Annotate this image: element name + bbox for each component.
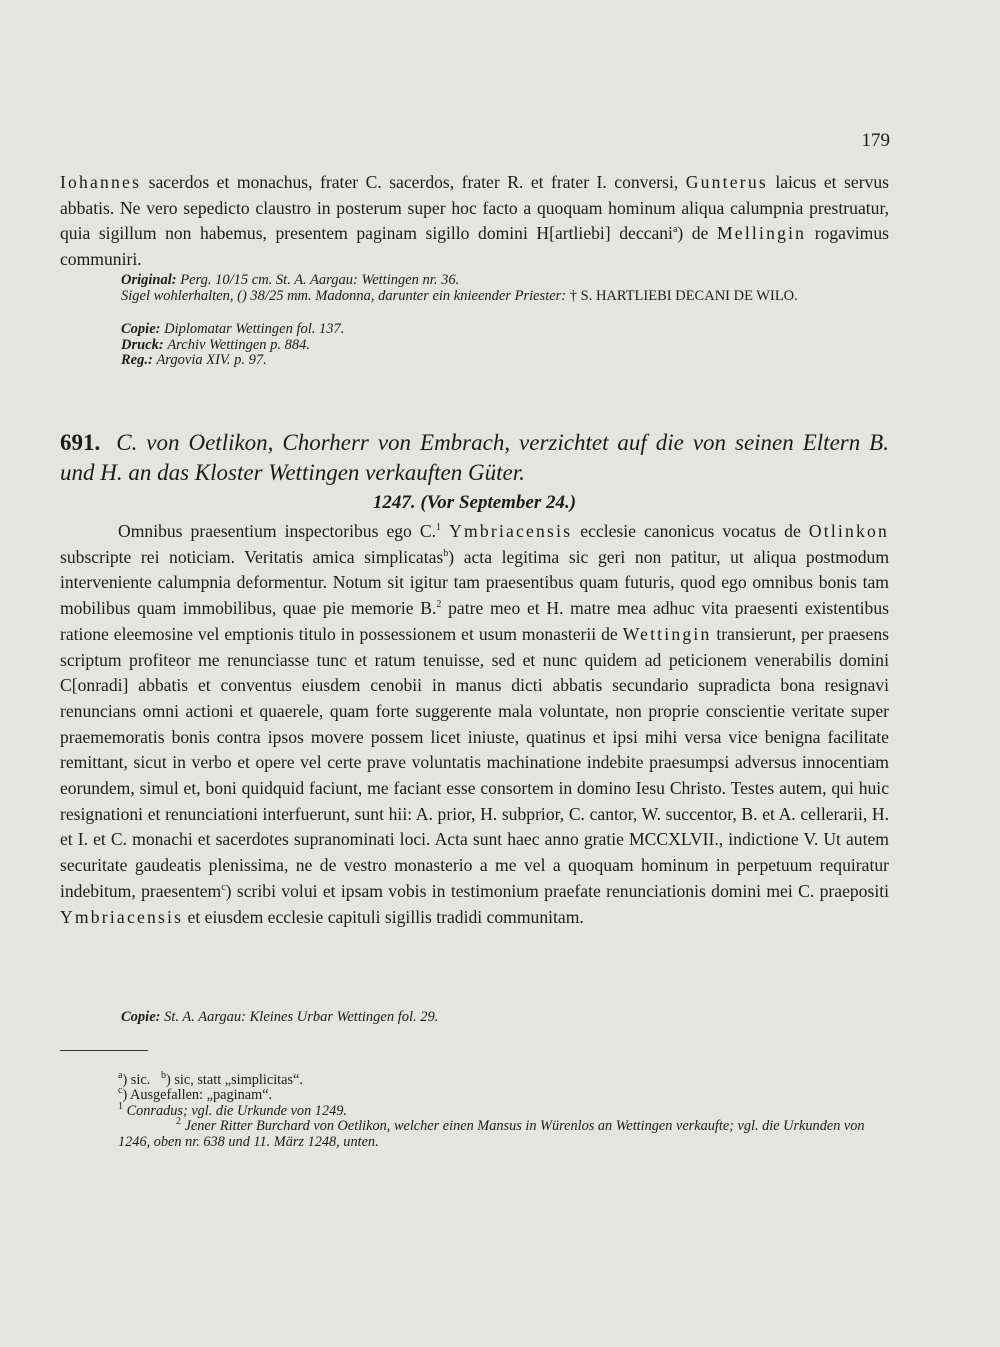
copie-label: Copie: <box>121 1009 161 1025</box>
reg-line <box>60 353 889 369</box>
text-run: patre meo et H. matre mea adhuc vita praesenti existentibus ratione eleemosine vel emptionis titulo in possessionem et usum monasterii de <box>60 598 889 644</box>
name-spaced: Mellingin <box>716 223 807 244</box>
footnote-divider <box>60 1050 148 1051</box>
footnote-1 <box>60 1101 889 1119</box>
seal-line <box>60 289 889 305</box>
footnote-mark: b <box>160 1070 166 1082</box>
document-regest: C. von Oetlikon, Chorherr von Embrach, verzichtet auf die von seinen Eltern B. und H. an das Kloster Wettingen verkauften Güter. <box>60 430 889 485</box>
source-apparatus <box>60 273 889 369</box>
continuation-text <box>60 170 889 273</box>
footnote-text: Jener Ritter Burchard von Oetlikon, welcher einen Mansus in Würenlos an Wettingen verkaufte; vgl. die Urkunden von 1246, oben nr. 638 und 11. März 1248, unten. <box>118 1118 865 1150</box>
footnote-mark: 2 <box>176 1116 181 1128</box>
footnotes <box>60 1070 889 1150</box>
text-run: ) acta legitima sic geri non patitur, ut aliqua postmodum interveniente calumpnia deformentur. Notum sit igitur tam praesentibus quam futuris, quod ego omnibus bonis tam mobilibus quam immobilibus, quae pie memorie B. <box>60 546 889 619</box>
text-run: Omnibus praesentium inspectoribus ego C. <box>118 521 437 541</box>
footnote-text: ) sic. <box>122 1072 151 1088</box>
copie-line <box>60 1010 889 1026</box>
text-run: ) scribi volui et ipsam vobis in testimonium praefate renunciationis domini mei C. praepositi <box>225 880 889 901</box>
name-spaced: Gunterus <box>685 172 768 192</box>
copie-value: St. A. Aargau: Kleines Urbar Wettingen fol. 29. <box>164 1009 439 1025</box>
seal-description: Sigel wohlerhalten, () 38/25 mm. Madonna, darunter ein knieender Priester: <box>121 287 570 304</box>
footnote-text: ) Ausgefallen: „paginam“. <box>122 1087 273 1104</box>
footnote-marker: 1 <box>436 522 442 534</box>
original-value: Perg. 10/15 cm. St. A. Aargau: Wettingen nr. 36. <box>180 272 460 288</box>
copy-apparatus <box>60 1010 889 1026</box>
footnote-marker: c <box>221 881 226 893</box>
footnote-text: ) sic, statt „simplicitas“. <box>165 1072 303 1088</box>
document-body <box>60 519 889 930</box>
footnote-mark: a <box>118 1070 123 1082</box>
document-date: 1247. (Vor September 24.) <box>372 492 577 513</box>
footnote-mark: c <box>118 1085 123 1097</box>
text-run: subscripte rei noticiam. Veritatis amica simplicatas <box>60 546 444 567</box>
name-spaced: Wettingin <box>622 623 712 644</box>
footnote-2 <box>60 1116 889 1150</box>
footnote-mark: 1 <box>118 1101 123 1113</box>
document-title <box>60 428 889 488</box>
body-paragraph <box>60 519 889 930</box>
original-line <box>60 273 889 289</box>
copie-value: Diplomatar Wettingen fol. 137. <box>164 321 345 337</box>
document-number: 691. <box>60 430 101 455</box>
reg-value: Argovia XIV. p. 97. <box>156 352 267 368</box>
seal-inscription: † S. HARTLIEBI DECANI DE WILO. <box>569 287 798 304</box>
footnote-c <box>60 1085 889 1104</box>
text-run: et eiusdem ecclesie capituli sigillis tradidi communitam. <box>183 906 584 927</box>
original-label: Original: <box>121 272 177 288</box>
footnote-marker: a <box>672 224 678 236</box>
name-spaced: Ymbriacensis <box>60 906 184 927</box>
copie-label: Copie: <box>121 321 161 337</box>
text-run: ecclesie canonicus vocatus de <box>572 521 809 541</box>
document-heading-block <box>60 428 889 514</box>
text-run: rogavimus communiri. <box>60 223 889 270</box>
footnote-marker: b <box>443 547 449 559</box>
footnote-text: Conradus; vgl. die Urkunde von 1249. <box>123 1102 347 1119</box>
name-spaced: Ymbriacensis <box>449 521 573 541</box>
name-spaced: Otlinkon <box>808 521 889 541</box>
text-run: laicus et servus abbatis. Ne vero sepedicto claustro in posterum super hoc facto a quoquam hominum aliqua calumpnia prestruatur, quia sigillum non habemus, presentem paginam sigillo domini H[artliebi] deccani <box>60 172 889 244</box>
text-run <box>441 521 449 541</box>
copie-line <box>60 322 889 338</box>
continuation-paragraph <box>60 170 889 273</box>
footnote-marker: 2 <box>436 599 442 611</box>
druck-line <box>60 338 889 354</box>
text-run: ) de <box>677 223 717 244</box>
text-run: sacerdos et monachus, frater C. sacerdos, frater R. et frater I. conversi, <box>141 172 686 192</box>
name-spaced: Iohannes <box>60 172 142 192</box>
page-number: 179 <box>861 130 890 151</box>
reg-label: Reg.: <box>121 352 153 368</box>
text-run: transierunt, per praesens scriptum profiteor me renunciasse tunc et ratum tenuisse, sed et nunc quidem ad peticionem venerabilis domini C[onradi] abbatis et conventus eiusdem cenobii in manus dicti abbatis secundario supradicta bona resignavi renuncians omni actioni et quaerele, quam forte suggerente mala voluntate, non proprie conscientie veritate super praememoratis bonis contra ipsos movere possem licet iniuste, quatinus et ipsi mihi versa vice benigna facilitate remittant, sicut in verbo et opere vel certe prave voluntatis machinatione indebite praesumpsi adversus innocentiam eorundem, simul et, boni quidquid faciunt, me faciant esse consortem in domino Iesu Christo. Testes autem, qui huic resignationi et renunciationi interfuerunt, sunt hii: A. prior, H. subprior, C. cantor, W. succentor, B. et A. cellerarii, H. et I. et C. monachi et sacerdotes supranominati loci. Acta sunt haec anno gratie MCCXLVII., indictione V. Ut autem securitate gaudeatis plenissima, ne de vestro monasterio a me vel a quoquam hominum in perpetuum requiratur indebitum, praesentem <box>60 623 889 901</box>
druck-label: Druck: <box>121 336 164 353</box>
druck-value: Archiv Wettingen p. 884. <box>167 336 311 353</box>
